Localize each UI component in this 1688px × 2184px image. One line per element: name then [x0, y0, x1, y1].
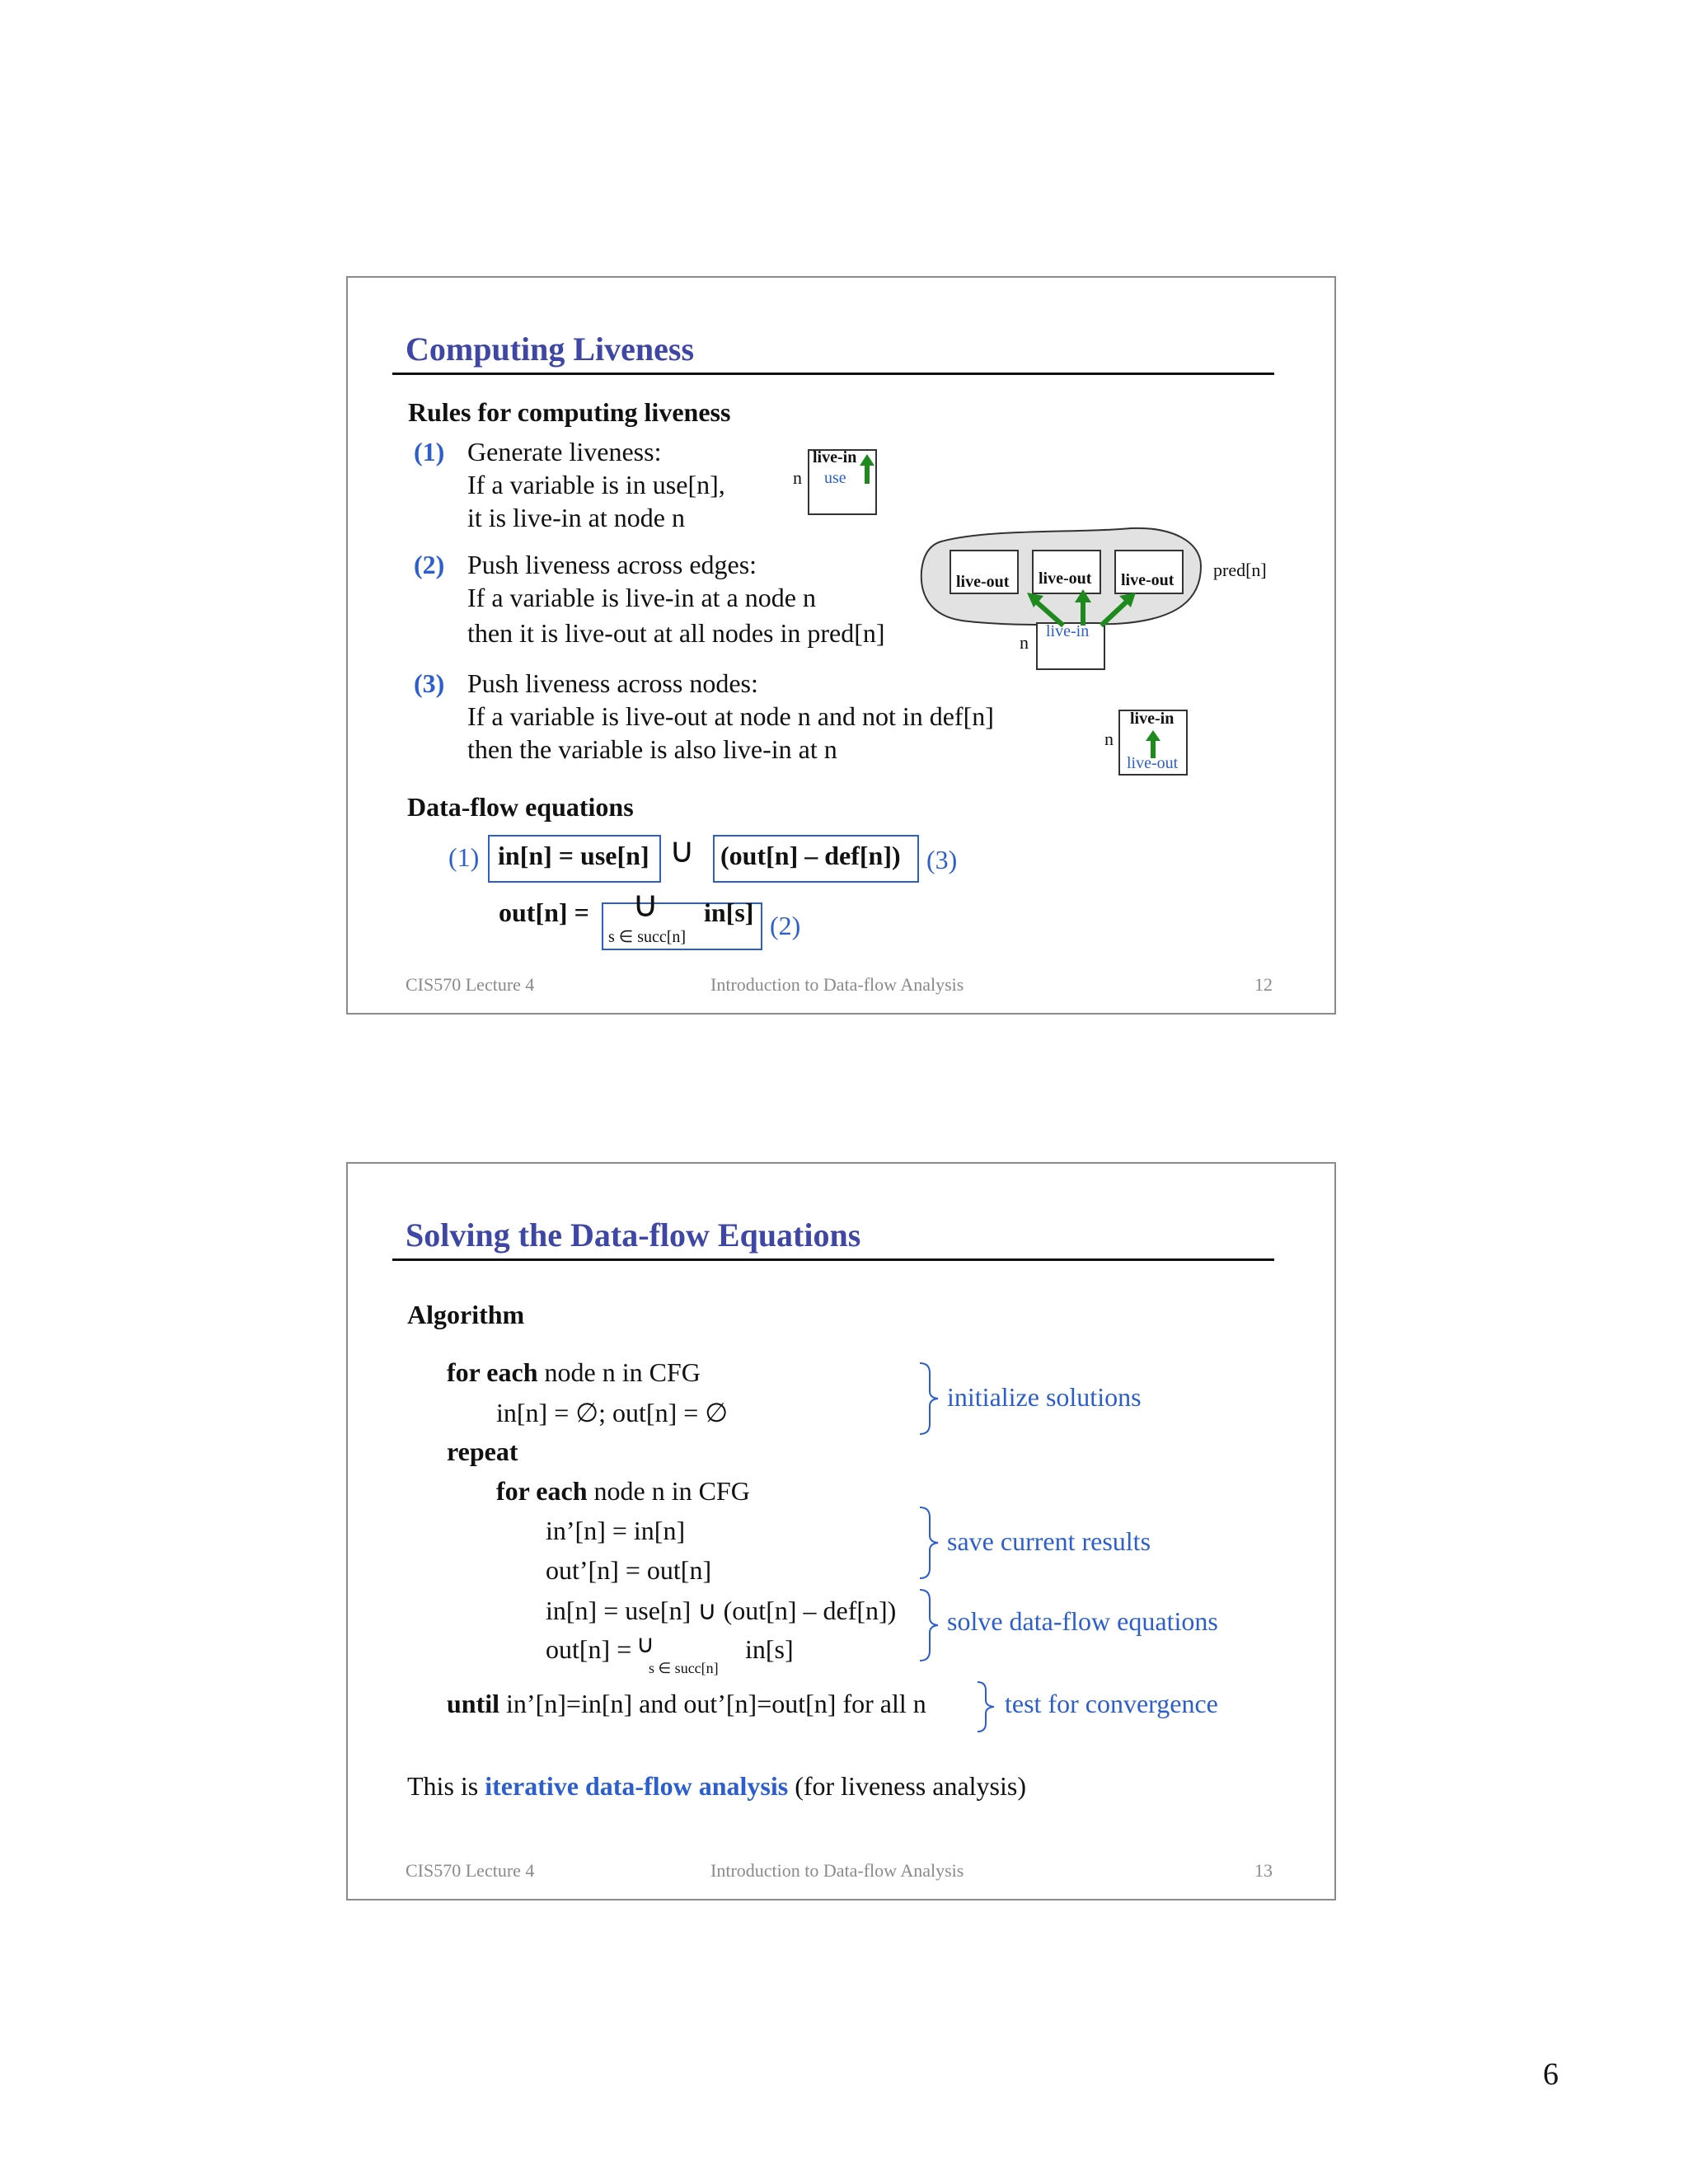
rule-1-line-1: Generate liveness:	[467, 437, 662, 466]
diagram-2-node	[1036, 622, 1105, 670]
rule-1-number: (1)	[414, 437, 445, 466]
footer-topic: Introduction to Data-flow Analysis	[710, 1860, 964, 1881]
eq-2-lhs: out[n] =	[499, 898, 589, 927]
pred-node-3-live-out: live-out	[1121, 571, 1175, 589]
eq-2-subscript: s ∈ succ[n]	[608, 928, 687, 946]
annotation-solve: solve data-flow equations	[947, 1606, 1218, 1636]
eq-1-rhs: (out[n] – def[n])	[720, 841, 901, 870]
summary-pre: This is	[407, 1771, 485, 1801]
diagram-2-live-in: live-in	[1046, 622, 1090, 640]
brace-icon	[917, 1361, 941, 1436]
algo-line-8-lhs: out[n] =	[546, 1634, 632, 1664]
equations-heading: Data-flow equations	[407, 792, 634, 822]
annotation-save: save current results	[947, 1526, 1151, 1556]
union-symbol: ∪	[636, 1631, 654, 1658]
eq-2-term: in[s]	[704, 898, 754, 927]
algo-line-2: in[n] = ∅; out[n] = ∅	[496, 1398, 729, 1427]
pred-node-1	[950, 550, 1019, 594]
diagram-3-node	[1118, 710, 1188, 776]
footer-slide-number: 12	[1254, 974, 1273, 995]
rule-2-line-3: then it is live-out at all nodes in pred[n]	[467, 618, 885, 648]
rule-1-line-3: it is live-in at node n	[467, 503, 685, 532]
section-heading: Rules for computing liveness	[408, 397, 731, 427]
summary-highlight: iterative data-flow analysis	[485, 1771, 789, 1801]
pred-node-2-live-out: live-out	[1039, 569, 1092, 588]
page-number: 6	[1543, 2057, 1559, 2092]
eq-1-lhs: in[n] = use[n]	[498, 841, 649, 870]
keyword: until	[447, 1689, 500, 1718]
algo-line-8-term: in[s]	[745, 1634, 794, 1664]
footer-course: CIS570 Lecture 4	[406, 1860, 535, 1881]
rule-3-line-1: Push liveness across nodes:	[467, 668, 758, 698]
slide-computing-liveness	[346, 276, 1336, 1015]
footer-topic: Introduction to Data-flow Analysis	[710, 974, 964, 995]
eq-label-3: (3)	[926, 845, 958, 874]
algo-line-1	[447, 1357, 701, 1388]
algo-line-6: out’[n] = out[n]	[546, 1555, 712, 1585]
diagram-3-node-label: n	[1104, 729, 1114, 749]
diagram-2-node-label: n	[1020, 632, 1029, 653]
keyword: for each	[447, 1357, 538, 1387]
annotation-test: test for convergence	[1005, 1689, 1218, 1718]
algo-line-8-subscript: s ∈ succ[n]	[649, 1660, 719, 1676]
rule-1-line-2: If a variable is in use[n],	[467, 470, 725, 499]
algorithm-heading: Algorithm	[407, 1300, 525, 1329]
algo-line-7: in[n] = use[n] ∪ (out[n] – def[n])	[546, 1596, 897, 1625]
algo-text: node n in CFG	[537, 1357, 701, 1387]
slide-solving-equations	[346, 1162, 1336, 1900]
slide-title: Solving the Data-flow Equations	[406, 1216, 861, 1254]
title-underline	[392, 373, 1274, 375]
algo-line-5: in’[n] = in[n]	[546, 1516, 686, 1545]
edge-arrows	[1015, 588, 1147, 629]
rule-2-number: (2)	[414, 550, 445, 579]
algo-text: in’[n]=in[n] and out’[n]=out[n] for all n	[499, 1689, 926, 1718]
diagram-3-live-out: live-out	[1127, 754, 1179, 772]
rule-2-line-2: If a variable is live-in at a node n	[467, 583, 816, 612]
brace-icon	[974, 1680, 999, 1733]
brace-icon	[917, 1588, 941, 1662]
eq-label-2: (2)	[770, 911, 801, 940]
diagram-3-live-in: live-in	[1130, 710, 1175, 728]
summary-post: (for liveness analysis)	[788, 1771, 1026, 1801]
brace-icon	[917, 1506, 941, 1580]
rule-3-line-3: then the variable is also live-in at n	[467, 734, 837, 764]
big-union-symbol: ∪	[632, 884, 659, 925]
summary-sentence	[407, 1771, 1026, 1802]
algo-text: node n in CFG	[587, 1476, 750, 1506]
algo-line-4	[496, 1476, 750, 1507]
diagram-1-node	[808, 449, 877, 515]
footer-course: CIS570 Lecture 4	[406, 974, 535, 995]
rule-3-line-2: If a variable is live-out at node n and not in def[n]	[467, 701, 994, 731]
eq-label-1: (1)	[448, 842, 480, 872]
algo-line-9	[447, 1689, 926, 1719]
union-symbol: ∪	[669, 832, 695, 870]
pred-label: pred[n]	[1213, 560, 1267, 580]
keyword: for each	[496, 1476, 588, 1506]
footer-slide-number: 13	[1254, 1860, 1273, 1881]
diagram-1-live-in: live-in	[813, 448, 857, 466]
rule-2-line-1: Push liveness across edges:	[467, 550, 757, 579]
up-arrow-icon	[859, 452, 875, 485]
slide-title: Computing Liveness	[406, 330, 695, 368]
algo-line-3: repeat	[447, 1436, 518, 1466]
pred-node-1-live-out: live-out	[956, 573, 1010, 591]
diagram-1-node-label: n	[793, 467, 802, 488]
rule-3-number: (3)	[414, 668, 445, 698]
title-underline	[392, 1258, 1274, 1261]
annotation-initialize: initialize solutions	[947, 1382, 1142, 1412]
diagram-1-use: use	[824, 469, 846, 487]
